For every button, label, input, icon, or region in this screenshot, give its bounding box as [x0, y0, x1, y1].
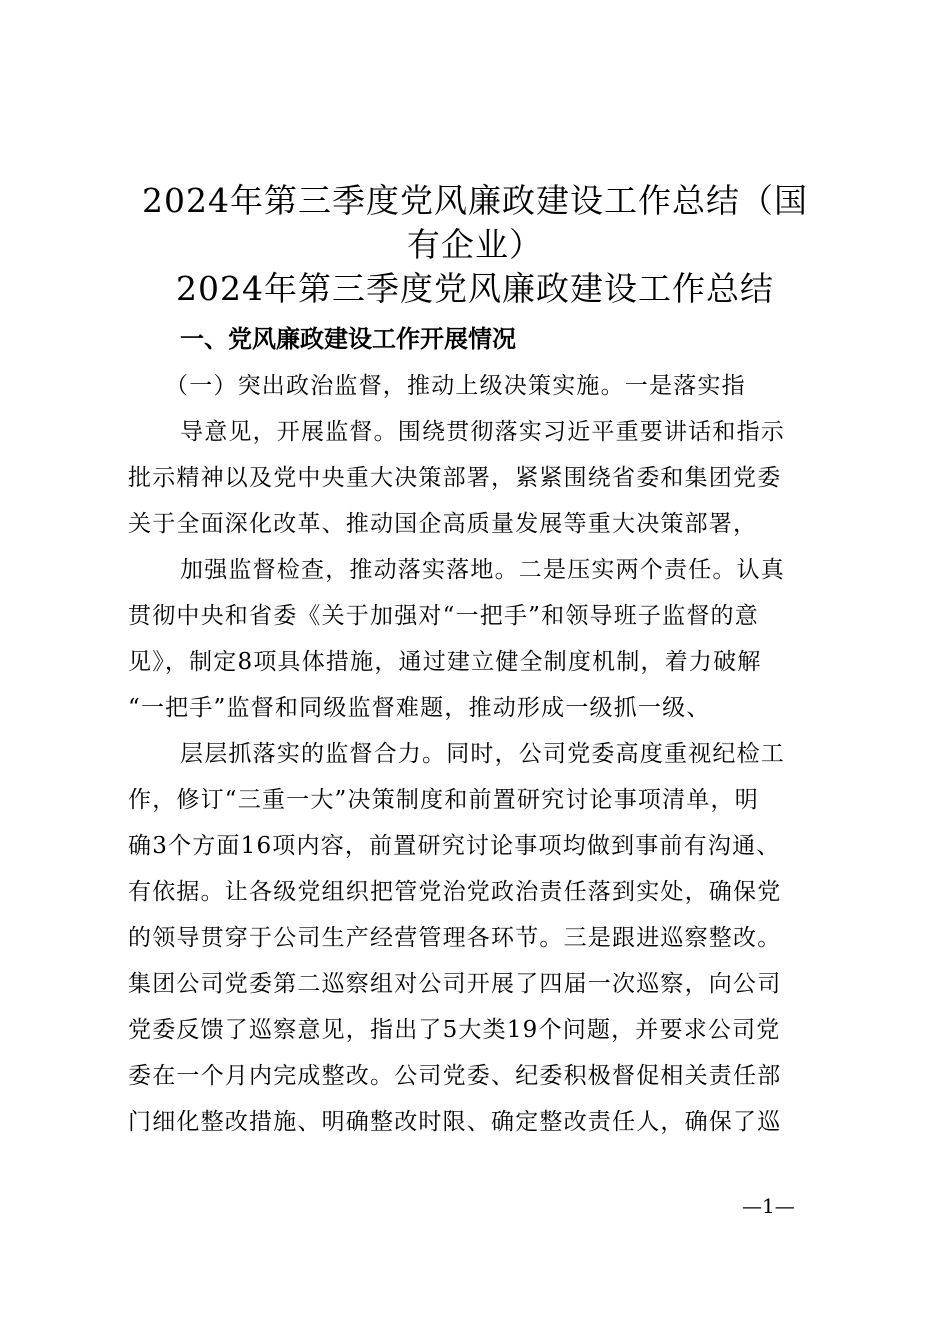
body-line: 见》，制定8项具体措施，通过建立健全制度机制，着力破解: [128, 649, 762, 675]
body-line: 委在一个月内完成整改。公司党委、纪委积极督促相关责任部: [128, 1063, 782, 1089]
body-line: 批示精神以及党中央重大决策部署，紧紧围绕省委和集团党委: [128, 465, 782, 491]
document-subtitle: 2024年第三季度党风廉政建设工作总结: [176, 269, 774, 308]
body-line: 集团公司党委第二巡察组对公司开展了四届一次巡察，向公司: [128, 971, 782, 997]
document-title-line-1: 2024年第三季度党风廉政建设工作总结（国: [142, 181, 808, 220]
body-line: 贯彻中央和省委《关于加强对“一把手”和领导班子监督的意: [128, 603, 759, 629]
body-line: 党委反馈了巡察意见，指出了5大类19个问题，并要求公司党: [128, 1017, 781, 1043]
document-title-line-2: 有企业）: [407, 225, 543, 264]
body-line: 关于全面深化改革、推动国企高质量发展等重大决策部署，: [128, 511, 758, 537]
body-line: 确3个方面16项内容，前置研究讨论事项均做到事前有沟通、: [128, 833, 781, 859]
body-line: 作，修订“三重一大”决策制度和前置研究讨论事项清单，明: [128, 787, 759, 813]
section-heading: 一、党风廉政建设工作开展情况: [180, 325, 516, 353]
body-line: 导意见，开展监督。围绕贯彻落实习近平重要讲话和指示: [180, 419, 785, 445]
page-number: —1—: [742, 1194, 795, 1218]
body-line: 有依据。让各级党组织把管党治党政治责任落到实处，确保党: [128, 879, 782, 905]
body-line: 层层抓落实的监督合力。同时，公司党委高度重视纪检工: [180, 741, 785, 767]
body-line: 加强监督检查，推动落实落地。二是压实两个责任。认真: [180, 557, 785, 583]
body-line: （一）突出政治监督，推动上级决策实施。一是落实指: [165, 373, 746, 399]
body-line: 的领导贯穿于公司生产经营管理各环节。三是跟进巡察整改。: [128, 925, 782, 951]
body-line: 门细化整改措施、明确整改时限、确定整改责任人，确保了巡: [128, 1109, 782, 1135]
body-line: “一把手”监督和同级监督难题，推动形成一级抓一级、: [128, 695, 711, 721]
